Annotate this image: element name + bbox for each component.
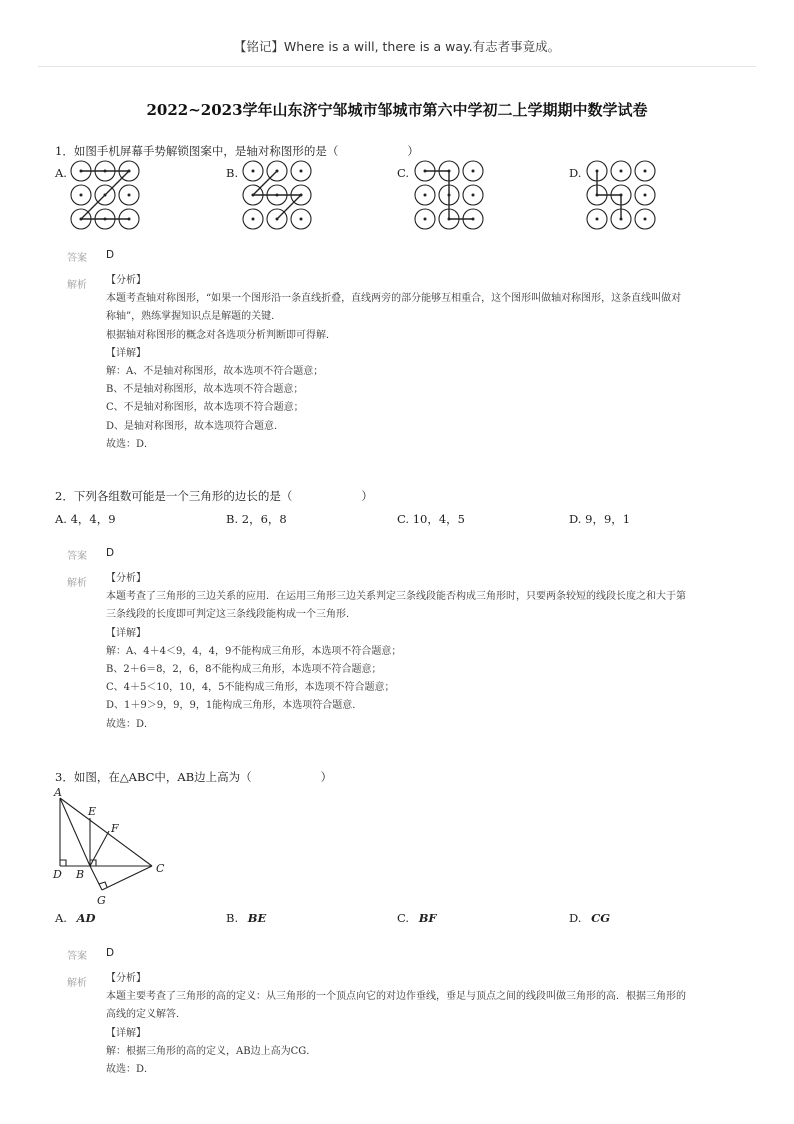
q1-solution-line: 称轴”，熟练掌握知识点是解题的关键． [106,311,282,323]
q3-solution-line: 【详解】 [106,1027,146,1039]
motto: 【铭记】Where is a will, there is a way.有志者事竟成。 [233,39,561,54]
q3-option-b-value: BE [247,911,267,925]
q1-analysis-label: 解析 [67,280,87,291]
q3-answer-label: 答案 [67,951,87,962]
q1-option-a-pattern [68,158,142,232]
q2-solution-line: 解：A、4＋4＜9，4，4，9不能构成三角形，本选项不符合题意； [106,645,402,657]
q3-option-c[interactable] [397,911,437,925]
q3-option-a-value: AD [76,911,96,925]
q3-triangle-figure [48,784,178,908]
q3-label-a: A [54,786,62,799]
q3-solution-line: 解：根据三角形的高的定义，AB边上高为CG． [106,1045,317,1057]
q1-option-d-pattern [584,158,658,232]
exam-title: 2022~2023学年山东济宁邹城市邹城市第六中学初二上学期期中数学试卷 [146,101,648,119]
q2-solution-line: C、4＋5＜10，10，4，5不能构成三角形，本选项不符合题意； [106,682,395,694]
header-divider [38,66,756,67]
q3-option-b-label: B. [226,911,239,925]
q2-solution-line: 【分析】 [106,573,146,584]
q2-answer-value: D [106,547,115,559]
q2-solution-line: 【详解】 [106,627,146,639]
q1-solution-line: 【分析】 [106,275,146,286]
q3-solution-line: 本题主要考查了三角形的高的定义：从三角形的一个顶点向它的对边作垂线，垂足与顶点之间的线段叫做三角形的高．根据三角形的 [106,991,686,1003]
q1-answer-value: D [106,249,115,261]
q3-label-d: D [53,868,62,881]
q1-solution-line: 本题考查轴对称图形，“如果一个图形沿一条直线折叠，直线两旁的部分能够互相重合，这个图形叫做轴对称图形，这条直线叫做对 [106,293,682,305]
q2-solution [106,570,726,734]
q2-option-a[interactable]: A. 4，4，9 [55,512,116,526]
q1-solution-line: 解：A、不是轴对称图形，故本选项不符合题意； [106,366,324,378]
q1-stem: 1．如图手机屏幕手势解锁图案中，是轴对称图形的是（ ） [55,144,419,158]
q3-label-e: E [88,805,97,818]
q1-solution-line: C、不是轴对称图形，故本选项不符合题意； [106,402,304,414]
q1-solution-line: 故选：D． [106,438,155,450]
q3-label-b: B [76,868,85,881]
q3-solution [106,970,726,1079]
q1-option-a-label[interactable]: A. [55,166,67,180]
q3-solution-line: 故选：D． [106,1064,155,1076]
q1-answer-label: 答案 [67,253,87,264]
q3-solution-line: 高线的定义解答． [106,1009,186,1021]
q1-solution-line: B、不是轴对称图形，故本选项不符合题意； [106,384,304,396]
q3-label-f: F [111,822,119,835]
q1-solution-line: 【详解】 [106,347,146,359]
q2-solution-line: 故选：D． [106,718,155,730]
q3-label-c: C [156,862,165,875]
q1-solution-line: 根据轴对称图形的概念对各选项分析判断即可得解． [106,329,336,341]
q2-option-c[interactable]: C. 10，4，5 [397,512,465,526]
q2-solution-line: B、2＋6＝8，2，6，8不能构成三角形，本选项不符合题意； [106,664,382,676]
q3-label-g: G [97,894,106,907]
q3-option-c-label: C. [397,911,410,925]
q1-option-b-label[interactable]: B. [226,166,239,180]
q1-option-b-pattern [240,158,314,232]
q3-option-a[interactable] [55,911,96,925]
q2-answer-label: 答案 [67,551,87,562]
q3-option-b[interactable] [226,911,266,925]
q3-solution-line: 【分析】 [106,973,146,984]
q1-solution [106,272,726,454]
q1-option-d-label[interactable]: D. [569,166,582,180]
q2-option-d[interactable]: D. 9，9，1 [569,512,631,526]
q3-analysis-label: 解析 [67,978,87,989]
q3-option-d-value: CG [591,911,611,925]
q3-option-d-label: D. [569,911,582,925]
q3-option-d[interactable] [569,911,610,925]
q3-option-a-label: A. [55,911,67,925]
q3-answer-value: D [106,947,115,959]
q1-solution-line: D、是轴对称图形，故本选项符合题意． [106,420,285,432]
q1-option-c-label[interactable]: C. [397,166,410,180]
q1-option-c-pattern [412,158,486,232]
q2-solution-line: 本题考查了三角形的三边关系的应用．在运用三角形三边关系判定三条线段能否构成三角形时，只要两条较短的线段长度之和大于第 [106,591,686,603]
q2-solution-line: D、1＋9＞9，9，9，1能构成三角形，本选项符合题意． [106,700,363,712]
q3-stem: 3．如图，在△ABC中，AB边上高为（ ） [55,770,333,784]
q2-solution-line: 三条线段的长度即可判定这三条线段能构成一个三角形． [106,609,356,621]
q3-option-c-value: BF [418,911,437,925]
q2-analysis-label: 解析 [67,578,87,589]
q2-stem: 2．下列各组数可能是一个三角形的边长的是（ ） [55,489,373,503]
q2-option-b[interactable]: B. 2，6，8 [226,512,287,526]
